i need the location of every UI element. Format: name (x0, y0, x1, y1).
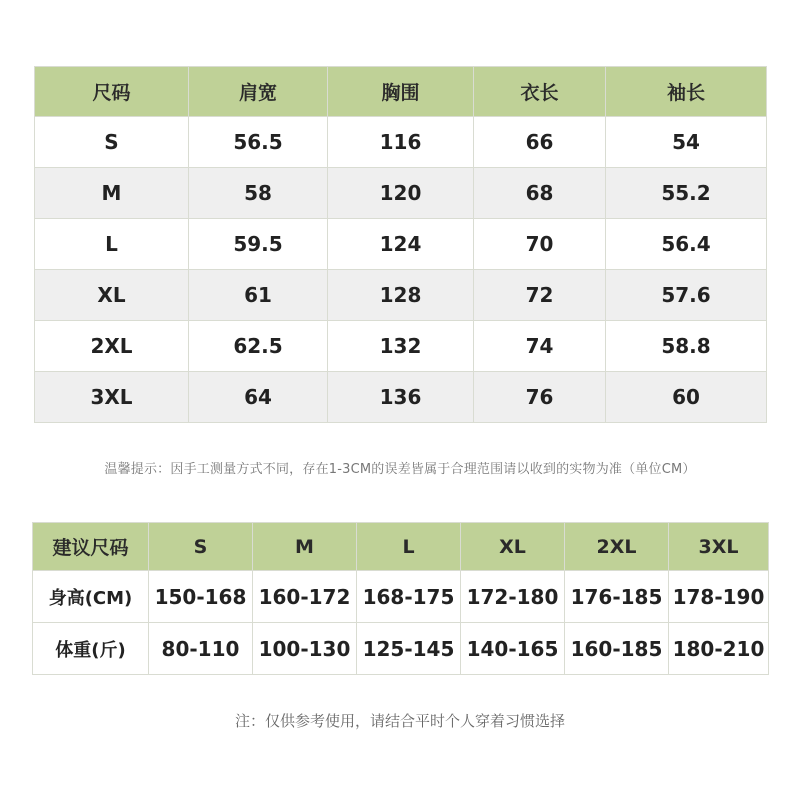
cell-weight-3xl: 180-210 (669, 623, 769, 675)
cell-shoulder: 62.5 (189, 321, 328, 372)
header-chest: 胸围 (328, 67, 474, 117)
cell-shoulder: 61 (189, 270, 328, 321)
header-sleeve: 袖长 (606, 67, 767, 117)
cell-sleeve: 54 (606, 117, 767, 168)
cell-chest: 132 (328, 321, 474, 372)
table-row (35, 219, 767, 270)
cell-height-3xl: 178-190 (669, 571, 769, 623)
size-chart-table (34, 66, 767, 423)
cell-chest: 116 (328, 117, 474, 168)
table-row (35, 321, 767, 372)
header-size-xl: XL (461, 523, 565, 571)
cell-sleeve: 58.8 (606, 321, 767, 372)
cell-shoulder: 58 (189, 168, 328, 219)
cell-length: 76 (474, 372, 606, 423)
cell-height-m: 160-172 (253, 571, 357, 623)
table-row (33, 623, 769, 675)
header-size-2xl: 2XL (565, 523, 669, 571)
cell-chest: 124 (328, 219, 474, 270)
size-chart-header-row (35, 67, 767, 117)
cell-chest: 136 (328, 372, 474, 423)
cell-height-2xl: 176-185 (565, 571, 669, 623)
table-row (33, 571, 769, 623)
cell-shoulder: 59.5 (189, 219, 328, 270)
header-shoulder: 肩宽 (189, 67, 328, 117)
cell-length: 74 (474, 321, 606, 372)
cell-length: 68 (474, 168, 606, 219)
cell-size: L (35, 219, 189, 270)
cell-shoulder: 56.5 (189, 117, 328, 168)
cell-size: 3XL (35, 372, 189, 423)
header-length: 衣长 (474, 67, 606, 117)
cell-weight-l: 125-145 (357, 623, 461, 675)
cell-length: 72 (474, 270, 606, 321)
reference-note: 注：仅供参考使用，请结合平时个人穿着习惯选择 (234, 712, 565, 730)
cell-weight-s: 80-110 (149, 623, 253, 675)
cell-size: S (35, 117, 189, 168)
cell-sleeve: 57.6 (606, 270, 767, 321)
cell-height-s: 150-168 (149, 571, 253, 623)
cell-size: 2XL (35, 321, 189, 372)
recommend-header-row (33, 523, 769, 571)
table-row (35, 117, 767, 168)
recommended-size-table (32, 522, 769, 675)
table-row (35, 168, 767, 219)
cell-length: 66 (474, 117, 606, 168)
cell-size: XL (35, 270, 189, 321)
cell-sleeve: 60 (606, 372, 767, 423)
header-recommended-size: 建议尺码 (33, 523, 149, 571)
cell-chest: 128 (328, 270, 474, 321)
measurement-note: 温馨提示：因手工测量方式不同，存在1-3CM的误差皆属于合理范围请以收到的实物为准（单位CM） (104, 462, 696, 477)
cell-weight-xl: 140-165 (461, 623, 565, 675)
header-size-s: S (149, 523, 253, 571)
cell-sleeve: 55.2 (606, 168, 767, 219)
cell-length: 70 (474, 219, 606, 270)
cell-size: M (35, 168, 189, 219)
cell-sleeve: 56.4 (606, 219, 767, 270)
header-size-m: M (253, 523, 357, 571)
header-size-l: L (357, 523, 461, 571)
cell-height-l: 168-175 (357, 571, 461, 623)
header-size: 尺码 (35, 67, 189, 117)
table-row (35, 372, 767, 423)
cell-height-xl: 172-180 (461, 571, 565, 623)
cell-shoulder: 64 (189, 372, 328, 423)
table-row (35, 270, 767, 321)
cell-chest: 120 (328, 168, 474, 219)
row-label-weight: 体重(斤) (33, 623, 149, 675)
row-label-height: 身高(CM) (33, 571, 149, 623)
cell-weight-2xl: 160-185 (565, 623, 669, 675)
header-size-3xl: 3XL (669, 523, 769, 571)
cell-weight-m: 100-130 (253, 623, 357, 675)
